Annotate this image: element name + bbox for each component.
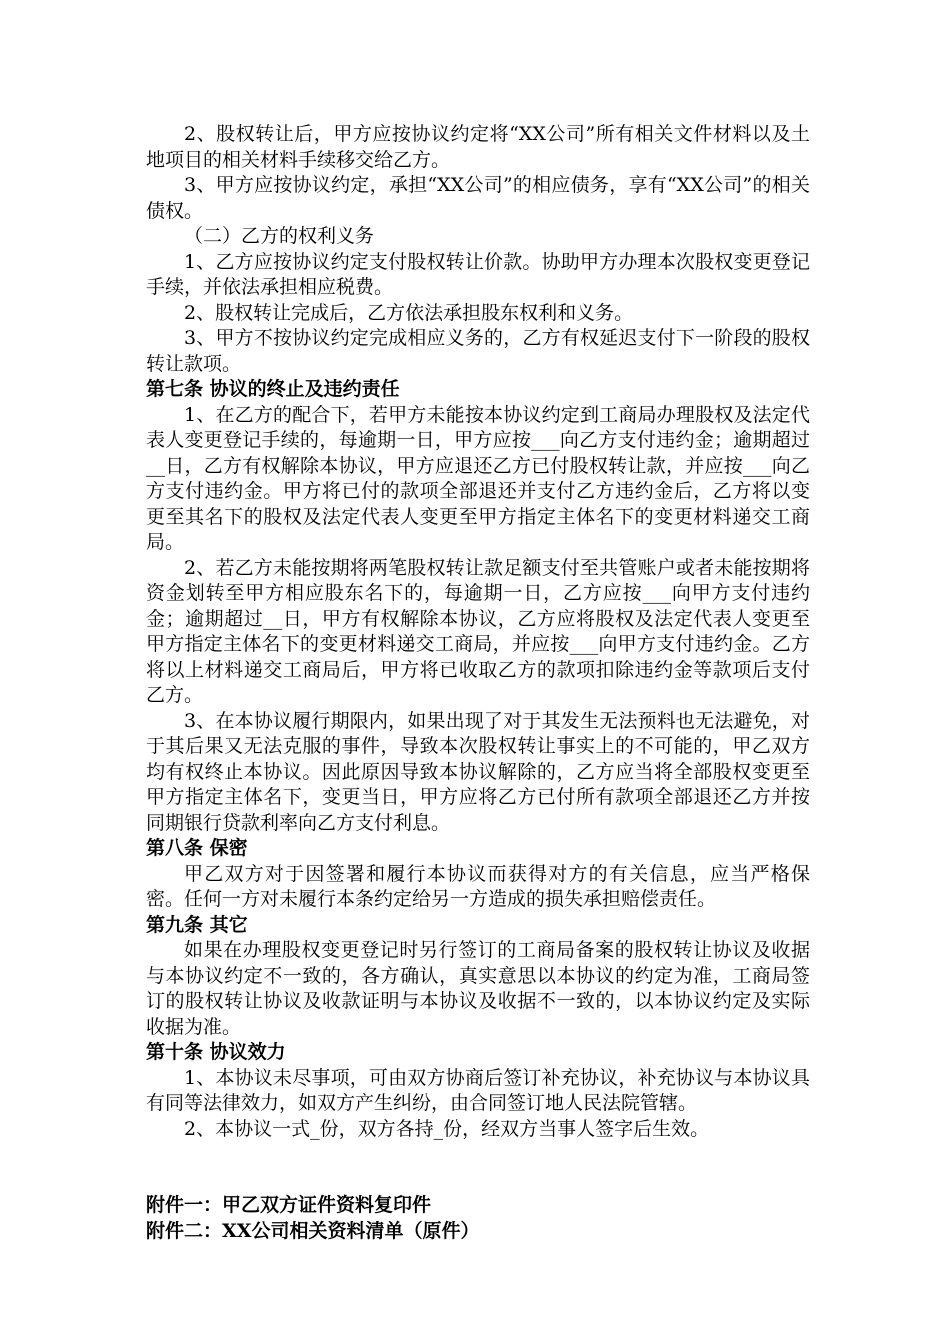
paragraph: 2、股权转让完成后，乙方依法承担股东权利和义务。 xyxy=(184,301,634,324)
paragraph: 3、甲方不按协议约定完成相应义务的，乙方有权延迟支付下一阶段的股权转让款项。 xyxy=(146,327,810,375)
paragraph: 3、在本协议履行期限内，如果出现了对于其发生无法预料也无法避免，对于其后果又无法克服的事件，导致本次股权转让事实上的不可能的，甲乙双方均有权终止本协议。因此原因导致本协议解除的，乙方应当将全部股权变更至甲方指定主体名下，变更当日，甲方应将乙方已付所有款项全部退还乙方并按同期银行贷款利率向乙方支付利息。 xyxy=(146,709,810,834)
paragraph: 1、乙方应按协议约定支付股权转让价款。协助甲方办理本次股权变更登记手续，并依法承担相应税费。 xyxy=(146,250,810,298)
paragraph: 1、本协议未尽事项，可由双方协商后签订补充协议，补充协议与本协议具有同等法律效力，如双方产生纠纷，由合同签订地人民法院管辖。 xyxy=(146,1066,810,1114)
subsection-heading: （二）乙方的权利义务 xyxy=(184,225,375,247)
spacer xyxy=(146,1142,810,1193)
section-heading: 第十条 协议效力 xyxy=(146,1041,286,1063)
paragraph: 2、股权转让后，甲方应按协议约定将“XX公司”所有相关文件材料以及土地项目的相关材料手续移交给乙方。 xyxy=(146,123,810,171)
section-heading: 第七条 协议的终止及违约责任 xyxy=(146,378,400,400)
paragraph: 甲乙双方对于因签署和履行本协议而获得对方的有关信息，应当严格保密。任何一方对未履行本条约定给另一方造成的损失承担赔偿责任。 xyxy=(146,862,810,910)
paragraph: 3、甲方应按协议约定，承担“XX公司”的相应债务，享有“XX公司”的相关债权。 xyxy=(146,174,810,222)
attachment-line: 附件一：甲乙双方证件资料复印件 xyxy=(146,1194,432,1216)
paragraph: 1、在乙方的配合下，若甲方未能按本协议约定到工商局办理股权及法定代表人变更登记手续的，每逾期一日，甲方应按___向乙方支付违约金；逾期超过__日，乙方有权解除本协议，甲方应退还乙方已付股权转让款，并应按___向乙方支付违约金。甲方将已付的款项全部退还并支付乙方违约金后，乙方将以变更至其名下的股权及法定代表人变更至甲方指定主体名下的变更材料递交工商局。 xyxy=(146,403,810,553)
paragraph: 2、若乙方未能按期将两笔股权转让款足额支付至共管账户或者未能按期将资金划转至甲方相应股东名下的，每逾期一日，乙方应按___向甲方支付违约金；逾期超过__日，甲方有权解除本协议，乙方应将股权及法定代表人变更至甲方指定主体名下的变更材料递交工商局，并应按___向甲方支付违约金。乙方将以上材料递交工商局后，甲方将已收取乙方的款项扣除违约金等款项后支付乙方。 xyxy=(146,556,810,706)
section-heading: 第九条 其它 xyxy=(146,913,248,936)
section-heading: 第八条 保密 xyxy=(146,837,248,859)
paragraph: 2、本协议一式_份，双方各持_份，经双方当事人签字后生效。 xyxy=(184,1117,710,1140)
paragraph: 如果在办理股权变更登记时另行签订的工商局备案的股权转让协议及收据与本协议约定不一致的，各方确认，真实意思以本协议的约定为准，工商局签订的股权转让协议及收款证明与本协议及收据不一致的，以本协议约定及实际收据为准。 xyxy=(146,939,810,1038)
attachment-line: 附件二：XX公司相关资料清单（原件） xyxy=(146,1219,480,1242)
